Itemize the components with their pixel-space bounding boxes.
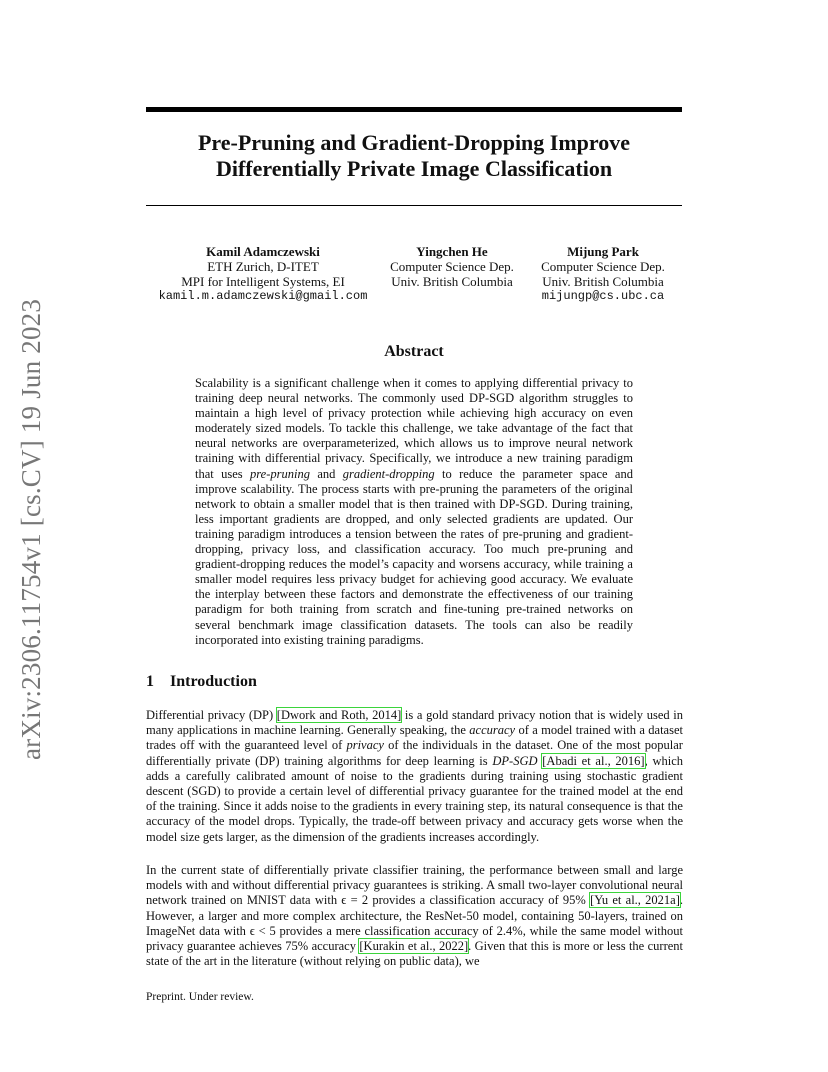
citation-link[interactable]: [Kurakin et al., 2022] [359, 939, 469, 954]
author-affiliation: Univ. British Columbia [542, 274, 664, 289]
abstract-emphasis: pre-pruning [250, 466, 310, 481]
emphasis: privacy [346, 738, 384, 753]
arxiv-identifier: arXiv:2306.11754v1 [cs.CV] 19 Jun 2023 [16, 298, 46, 760]
author-affiliation: Computer Science Dep. [541, 259, 665, 274]
author-affiliation: ETH Zurich, D-ITET [207, 259, 319, 274]
body-text: Differential privacy (DP) [146, 708, 277, 722]
abstract-text: to reduce the parameter space and improve scalability. The process starts with pre-pruning the parameters of the original network to obtain a smaller model that is then trained with DP-SGD. During training, less important gradients are dropped, and only selected gradients are updated. Our training paradigm introduces a tension between the rates of pre-pruning and gradient-dropping, privacy loss, and classification accuracy. Too much pre-pruning and gradient-dropping reduces the model’s capacity and worsens accuracy, while training a smaller model requires less privacy budget for achieving good accuracy. We evaluate the interplay between these factors and demonstrate the effectiveness of our training paradigm for both training from scratch and fine-tuning pre-trained networks on several benchmark image classification datasets. The tools can also be readily incorporated into existing training paradigms. [195, 466, 633, 647]
body-text: is a gold standard privacy notion that is widely used in many applications in machine learning. Generally speaking, the [146, 708, 683, 738]
author-email[interactable]: mijungp@cs.ubc.ca [541, 289, 665, 303]
author-name: Yingchen He [416, 244, 488, 259]
abstract-body [195, 376, 633, 648]
abstract-text: and [309, 466, 343, 481]
body-text: of a model trained with a dataset trades off with the guaranteed level of [146, 723, 683, 753]
author-block-2 [382, 244, 522, 289]
paper-title [146, 130, 682, 182]
section-heading [146, 673, 257, 691]
author-affiliation: MPI for Intelligent Systems, EI [181, 274, 345, 289]
section-title: Introduction [170, 673, 257, 690]
author-block-3 [533, 244, 673, 304]
footer-note: Preprint. Under review. [146, 991, 254, 1003]
author-email[interactable]: kamil.m.adamczewski@gmail.com [158, 289, 368, 303]
body-text: In the current state of differentially private classifier training, the performance between small and large models with and without differential privacy guarantees is striking. A small two-layer convolutional neural network trained on MNIST data with ϵ = 2 provides a classification accuracy of 95% [146, 863, 683, 908]
abstract-text: Scalability is a significant challenge when it comes to applying differential privacy to training deep neural networks. The commonly used DP-SGD algorithm struggles to maintain a high level of privacy protection while achieving high accuracy on even moderately sized models. To tackle this challenge, we take advantage of the fact that neural networks are overparameterized, which allows us to improve neural network training with differential privacy. Specifically, we introduce a new training paradigm that uses [195, 376, 633, 481]
author-affiliation: Computer Science Dep. [390, 259, 514, 274]
body-text: . Given that this is more or less the current state of the art in the literature (without relying on public data), we [146, 939, 684, 969]
title-top-rule [146, 107, 682, 112]
author-affiliation: Univ. British Columbia [391, 274, 513, 289]
title-line-1: Pre-Pruning and Gradient-Dropping Improve [197, 130, 631, 155]
author-name: Mijung Park [567, 244, 639, 259]
abstract-heading: Abstract [384, 343, 444, 360]
title-bottom-rule [146, 205, 682, 206]
emphasis: accuracy [469, 723, 516, 738]
abstract-emphasis: gradient-dropping [342, 466, 435, 481]
citation-link[interactable]: [Abadi et al., 2016] [542, 753, 645, 768]
intro-paragraph-2 [146, 863, 683, 969]
body-text: . However, a larger and more complex architecture, the ResNet-50 model, containing 50-layers, trained on ImageNet data with ϵ < 5 provides a mere classification accuracy of 2.4%, while the same model without privacy guarantee achieves 75% accuracy [146, 893, 683, 954]
author-block-1 [150, 244, 376, 304]
emphasis: DP-SGD [492, 753, 538, 768]
section-number: 1 [146, 673, 154, 690]
author-name: Kamil Adamczewski [206, 244, 320, 259]
body-text: , which adds a carefully calibrated amount of noise to the gradients during training using stochastic gradient descent (SGD) to provide a certain level of differential privacy guarantee for the trained model at the end of the training. Since it adds noise to the gradients in every training step, its natural consequence is that the accuracy of the model drops. Typically, the trade-off between privacy and accuracy gets worse when the model size gets larger, as the dimension of the gradients increases accordingly. [146, 753, 683, 844]
body-text: of the individuals in the dataset. One of the most popular differentially private (DP) training algorithms for deep learning is [146, 738, 683, 768]
intro-paragraph-1 [146, 708, 683, 845]
citation-link[interactable]: [Dwork and Roth, 2014] [276, 708, 402, 722]
title-line-2: Differentially Private Image Classification [215, 156, 613, 181]
citation-link[interactable]: [Yu et al., 2021a] [590, 893, 680, 908]
